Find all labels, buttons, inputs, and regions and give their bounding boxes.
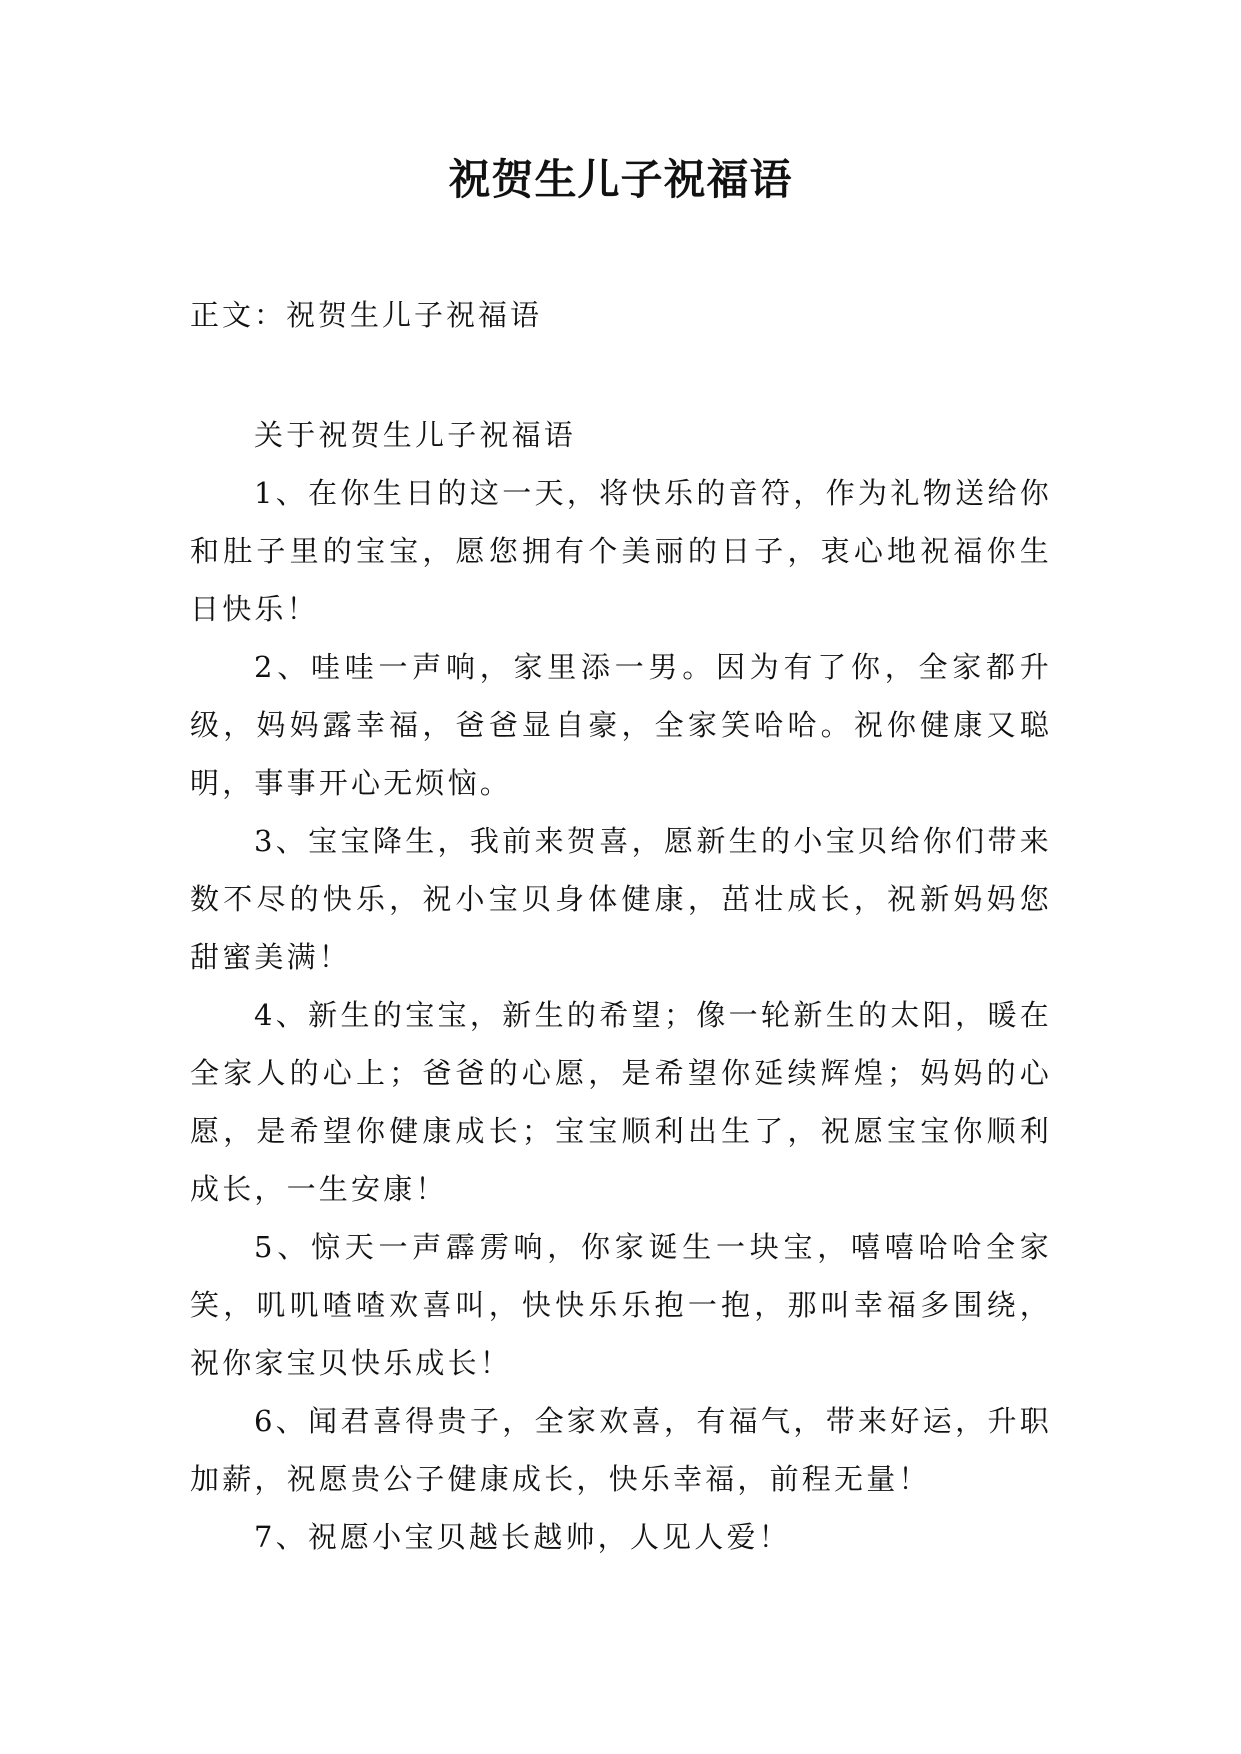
paragraph-1: 1、在你生日的这一天，将快乐的音符，作为礼物送给你和肚子里的宝宝，愿您拥有个美丽的日子，衷心地祝福你生日快乐！ <box>190 476 1052 626</box>
paragraph-6: 6、闻君喜得贵子，全家欢喜，有福气，带来好运，升职加薪，祝愿贵公子健康成长，快乐幸福，前程无量！ <box>190 1404 1052 1496</box>
lead-line: 正文：祝贺生儿子祝福语 <box>190 298 543 332</box>
paragraph-4: 4、新生的宝宝，新生的希望；像一轮新生的太阳，暖在全家人的心上；爸爸的心愿，是希望你延续辉煌；妈妈的心愿，是希望你健康成长；宝宝顺利出生了，祝愿宝宝你顺利成长，一生安康！ <box>190 998 1052 1206</box>
document-title: 祝贺生儿子祝福语 <box>448 155 793 204</box>
subheading: 关于祝贺生儿子祝福语 <box>254 418 577 452</box>
paragraph-5: 5、惊天一声霹雳响，你家诞生一块宝，嘻嘻哈哈全家笑，叽叽喳喳欢喜叫，快快乐乐抱一抱，那叫幸福多围绕，祝你家宝贝快乐成长！ <box>190 1230 1052 1380</box>
paragraph-3: 3、宝宝降生，我前来贺喜，愿新生的小宝贝给你们带来数不尽的快乐，祝小宝贝身体健康，茁壮成长，祝新妈妈您甜蜜美满！ <box>190 824 1052 974</box>
document-body <box>190 406 1052 1566</box>
paragraph-2: 2、哇哇一声响，家里添一男。因为有了你，全家都升级，妈妈露幸福，爸爸显自豪，全家笑哈哈。祝你健康又聪明，事事开心无烦恼。 <box>190 650 1052 800</box>
paragraph-7: 7、祝愿小宝贝越长越帅，人见人爱！ <box>254 1520 791 1554</box>
